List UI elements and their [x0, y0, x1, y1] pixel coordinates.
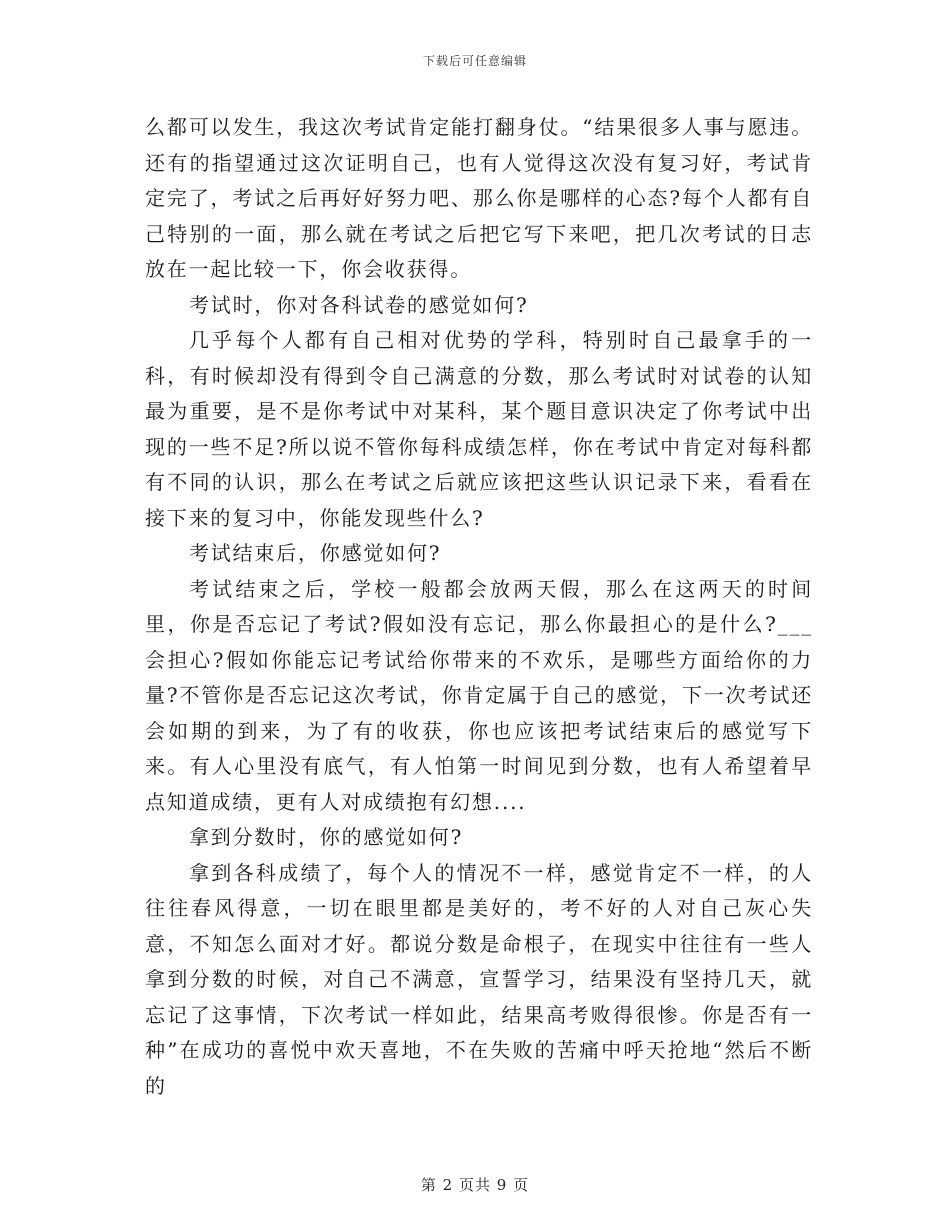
paragraph-1: 么都可以发生，我这次考试肯定能打翻身仗。“结果很多人事与愿违。还有的指望通过这次证明自己，也有人觉得这次没有复习好，考试肯定完了，考试之后再好好努力吧、那么你是哪样的心态?每个人都有自己特别的一面，那么就在考试之后把它写下来吧，把几次考试的日志放在一起比较一下，你会收获得。 — [145, 115, 813, 281]
paragraph-7: 拿到各科成绩了，每个人的情况不一样，感觉肯定不一样，的人往往春风得意，一切在眼里都是美好的，考不好的人对自己灰心失意，不知怎么面对才好。都说分数是命根子，在现实中往往有一些人拿到分数的时候，对自己不满意，宣誓学习，结果没有坚持几天，就忘记了这事情，下次考试一样如此，结果高考败得很惨。你是否有一种”在成功的喜悦中欢天喜地，不在失败的苦痛中呼天抢地“然后不断的 — [145, 860, 813, 1098]
paragraph-5: 考试结束之后，学校一般都会放两天假，那么在这两天的时间里，你是否忘记了考试?假如没有忘记，那么你最担心的是什么?___会担心?假如你能忘记考试给你带来的不欢乐，是哪些方面给你的力量?不管你是否忘记这次考试，你肯定属于自己的感觉，下一次考试还会如期的到来，为了有的收获，你也应该把考试结束后的感觉写下来。有人心里没有底气，有人怕第一时间见到分数，也有人希望着早点知道成绩，更有人对成绩抱有幻想.... — [145, 576, 813, 814]
paragraph-2-heading: 考试时，你对各科试卷的感觉如何? — [189, 292, 529, 317]
document-body — [145, 110, 813, 1104]
paragraph-6-heading: 拿到分数时，你的感觉如何? — [189, 825, 464, 849]
page-footer: 第 2 页共 9 页 — [420, 1176, 530, 1194]
paragraph-4-heading: 考试结束后，你感觉如何? — [189, 541, 442, 565]
paragraph-3: 几乎每个人都有自己相对优势的学科，特别时自己最拿手的一科，有时候却没有得到令自己满意的分数，那么考试时对试卷的认知最为重要，是不是你考试中对某科，某个题目意识决定了你考试中出现的一些不足?所以说不管你每科成绩怎样，你在考试中肯定对每科都有不同的认识，那么在考试之后就应该把这些认识记录下来，看看在接下来的复习中，你能发现些什么? — [145, 328, 813, 530]
page-header: 下载后可任意编辑 — [422, 54, 527, 68]
